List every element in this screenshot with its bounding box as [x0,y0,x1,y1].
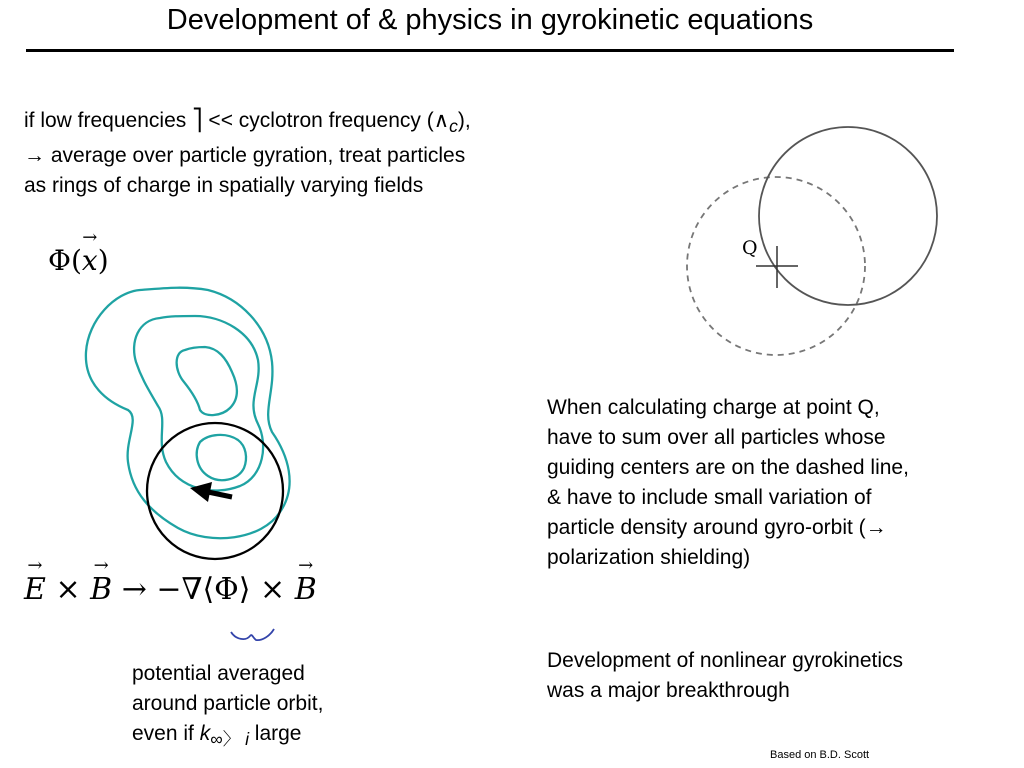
q-crosshair-icon [756,246,798,288]
slide-title: Development of & physics in gyrokinetic equations [166,4,814,36]
exb-equation: → E × → B → −∇⟨Φ⟩ × → B [24,572,317,607]
charge-note: When calculating charge at point Q, have to sum over all particles whose guiding centers are on the dashed line, & have to include small variation of particle density around gyro-orbit (→ polarization shielding) [547,396,909,569]
intro-line-1: if low frequencies ⎤ << cyclotron frequency $(\wedge_c)$, [24,109,471,137]
intro-line-3: as rings of charge in spatially varying fields [24,174,424,198]
orbit-note-line-3: even if $k_{\infty〉}$ $_i$ large [132,722,302,750]
intro-line-2: → average over particle gyration, treat particles [24,144,466,168]
point-q-label: Q [742,237,758,259]
omega-glyph: ⎤ [192,109,203,132]
potential-label: Φ(→ x) [48,244,109,277]
right-arrow-icon: → [24,144,45,168]
breakthrough-note: Development of nonlinear gyrokinetics was a major breakthrough [547,649,904,702]
orbit-note: potential averaged around particle orbit, even if $k_{\infty〉}$ $_i$ large [132,659,392,754]
wc-glyph: ∧ [433,109,450,132]
credit-note: Based on B.D. Scott [770,749,870,761]
gyro-orbit-solid-circle [759,127,937,305]
